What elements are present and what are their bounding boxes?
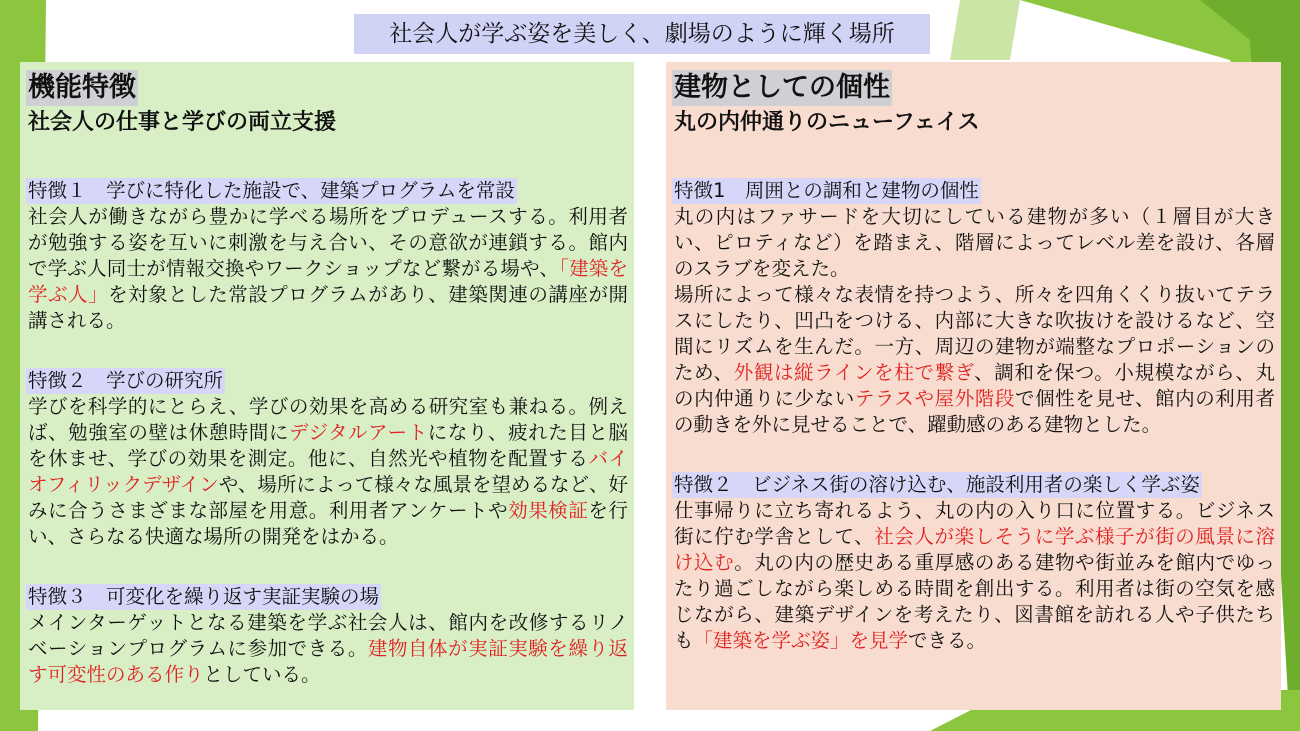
- left-feature-1-highlight-1: 「建築を学ぶ人」: [28, 257, 628, 306]
- right-panel-subheading: 丸の内仲通りのニューフェイス: [674, 110, 980, 135]
- left-panel: [20, 62, 634, 710]
- right-feature-1-text-4: で個性を見せ、館内の利用者の動きを外に見せることで、躍動感のある建物とした。: [674, 387, 1275, 436]
- left-feature-3-text-2: としている。: [203, 663, 321, 686]
- left-feature-2-text-1: 学びを科学的にとらえ、学びの効果を高める研究室も兼ねる。例えば、勉強室の壁は休憩時間に: [28, 395, 628, 444]
- right-feature-1-title: 特徴1 周囲との調和と建物の個性: [674, 179, 979, 202]
- right-feature-1-text-3: 、調和を保つ。小規模ながら、丸の内仲通りに少ない: [674, 361, 1275, 410]
- left-panel-subheading: 社会人の仕事と学びの両立支援: [28, 110, 337, 135]
- right-feature-2-body: [672, 498, 1275, 654]
- right-feature-2-text-2: 。丸の内の歴史ある重厚感のある建物や街並みを館内でゆったり過ごしながら楽しめる時間を創出する。利用者は街の空気を感じながら、建築デザインを考えたり、図書館を訪れる人や子供たちも: [674, 551, 1275, 652]
- left-feature-2-title: 特徴２ 学びの研究所: [28, 369, 224, 392]
- left-feature-2-text-2: になり、疲れた目と脳を休ませ、学びの効果を測定。他に、自然光や植物を配置する: [28, 421, 628, 470]
- left-feature-3-body: [26, 610, 628, 688]
- right-feature-2-text-3: できる。: [908, 629, 987, 652]
- right-feature-2-highlight-2: 「建築を学ぶ姿」を見学: [693, 629, 909, 652]
- left-panel-heading: 機能特徴: [26, 70, 138, 106]
- right-feature-1: [672, 178, 1275, 438]
- left-feature-3-text-1: メインターゲットとなる建築を学ぶ社会人は、館内を改修するリノベーションプログラムに参加できる。: [28, 611, 628, 660]
- left-feature-1-text-2: を対象とした常設プログラムがあり、建築関連の講座が開講される。: [28, 283, 628, 332]
- left-feature-2-text-4: を行い、さらなる快適な場所の開発をはかる。: [28, 499, 628, 548]
- right-feature-2: [672, 472, 1275, 654]
- left-feature-3: [26, 584, 628, 688]
- right-feature-2-text-1: 仕事帰りに立ち寄れるよう、丸の内の入り口に位置する。ビジネス街に佇む学舎として、: [674, 499, 1275, 548]
- right-feature-1-highlight-1: 外観は縦ラインを柱で繋ぎ: [733, 361, 975, 384]
- page-banner: 社会人が学ぶ姿を美しく、劇場のように輝く場所: [354, 14, 930, 54]
- right-feature-1-body-b: [672, 282, 1275, 438]
- right-panel: [666, 62, 1281, 710]
- left-feature-2-highlight-3: 効果検証: [508, 499, 589, 522]
- left-feature-2-highlight-1: デジタルアート: [289, 421, 428, 444]
- right-panel-heading: 建物としての個性: [672, 70, 892, 106]
- right-feature-1-text-2: 場所によって様々な表情を持つよう、所々を四角くくり抜いてテラスにしたり、凹凸をつける、内部に大きな吹抜けを設けるなど、空間にリズムを生んだ。一方、周辺の建物が端整なプロポーションのため、: [674, 283, 1275, 384]
- left-feature-2-body: [26, 394, 628, 550]
- right-feature-2-title: 特徴２ ビジネス街の溶け込む、施設利用者の楽しく学ぶ姿: [674, 473, 1200, 496]
- left-feature-1-text-1: 社会人が働きながら豊かに学べる場所をプロデュースする。利用者が勉強する姿を互いに刺激を与え合い、その意欲が連鎖する。館内で学ぶ人同士が情報交換やワークショップなど繋がる場や、: [28, 205, 628, 280]
- left-feature-3-highlight-1: 建物自体が実証実験を繰り返す可変性のある作り: [28, 637, 628, 686]
- left-feature-2: [26, 368, 628, 550]
- left-feature-1-title: 特徴１ 学びに特化した施設で、建築プログラムを常設: [28, 179, 515, 202]
- right-feature-1-highlight-2: テラスや屋外階段: [854, 387, 1015, 410]
- left-feature-2-text-3: や、場所によって様々な風景を望めるなど、好みに合うさまざまな部屋を用意。利用者アンケートや: [28, 473, 628, 522]
- left-feature-1-body: [26, 204, 628, 334]
- left-feature-3-title: 特徴３ 可変化を繰り返す実証実験の場: [28, 585, 380, 608]
- left-feature-2-highlight-2: バイオフィリックデザイン: [28, 447, 628, 496]
- right-feature-1-body-a: 丸の内はファサードを大切にしている建物が多い（１層目が大きい、ピロティなど）を踏まえ、階層によってレベル差を設け、各層のスラブを変えた。: [674, 205, 1275, 280]
- left-feature-1: [26, 178, 628, 334]
- right-feature-2-highlight-1: 社会人が楽しそうに学ぶ様子が街の風景に溶け込む: [674, 525, 1275, 574]
